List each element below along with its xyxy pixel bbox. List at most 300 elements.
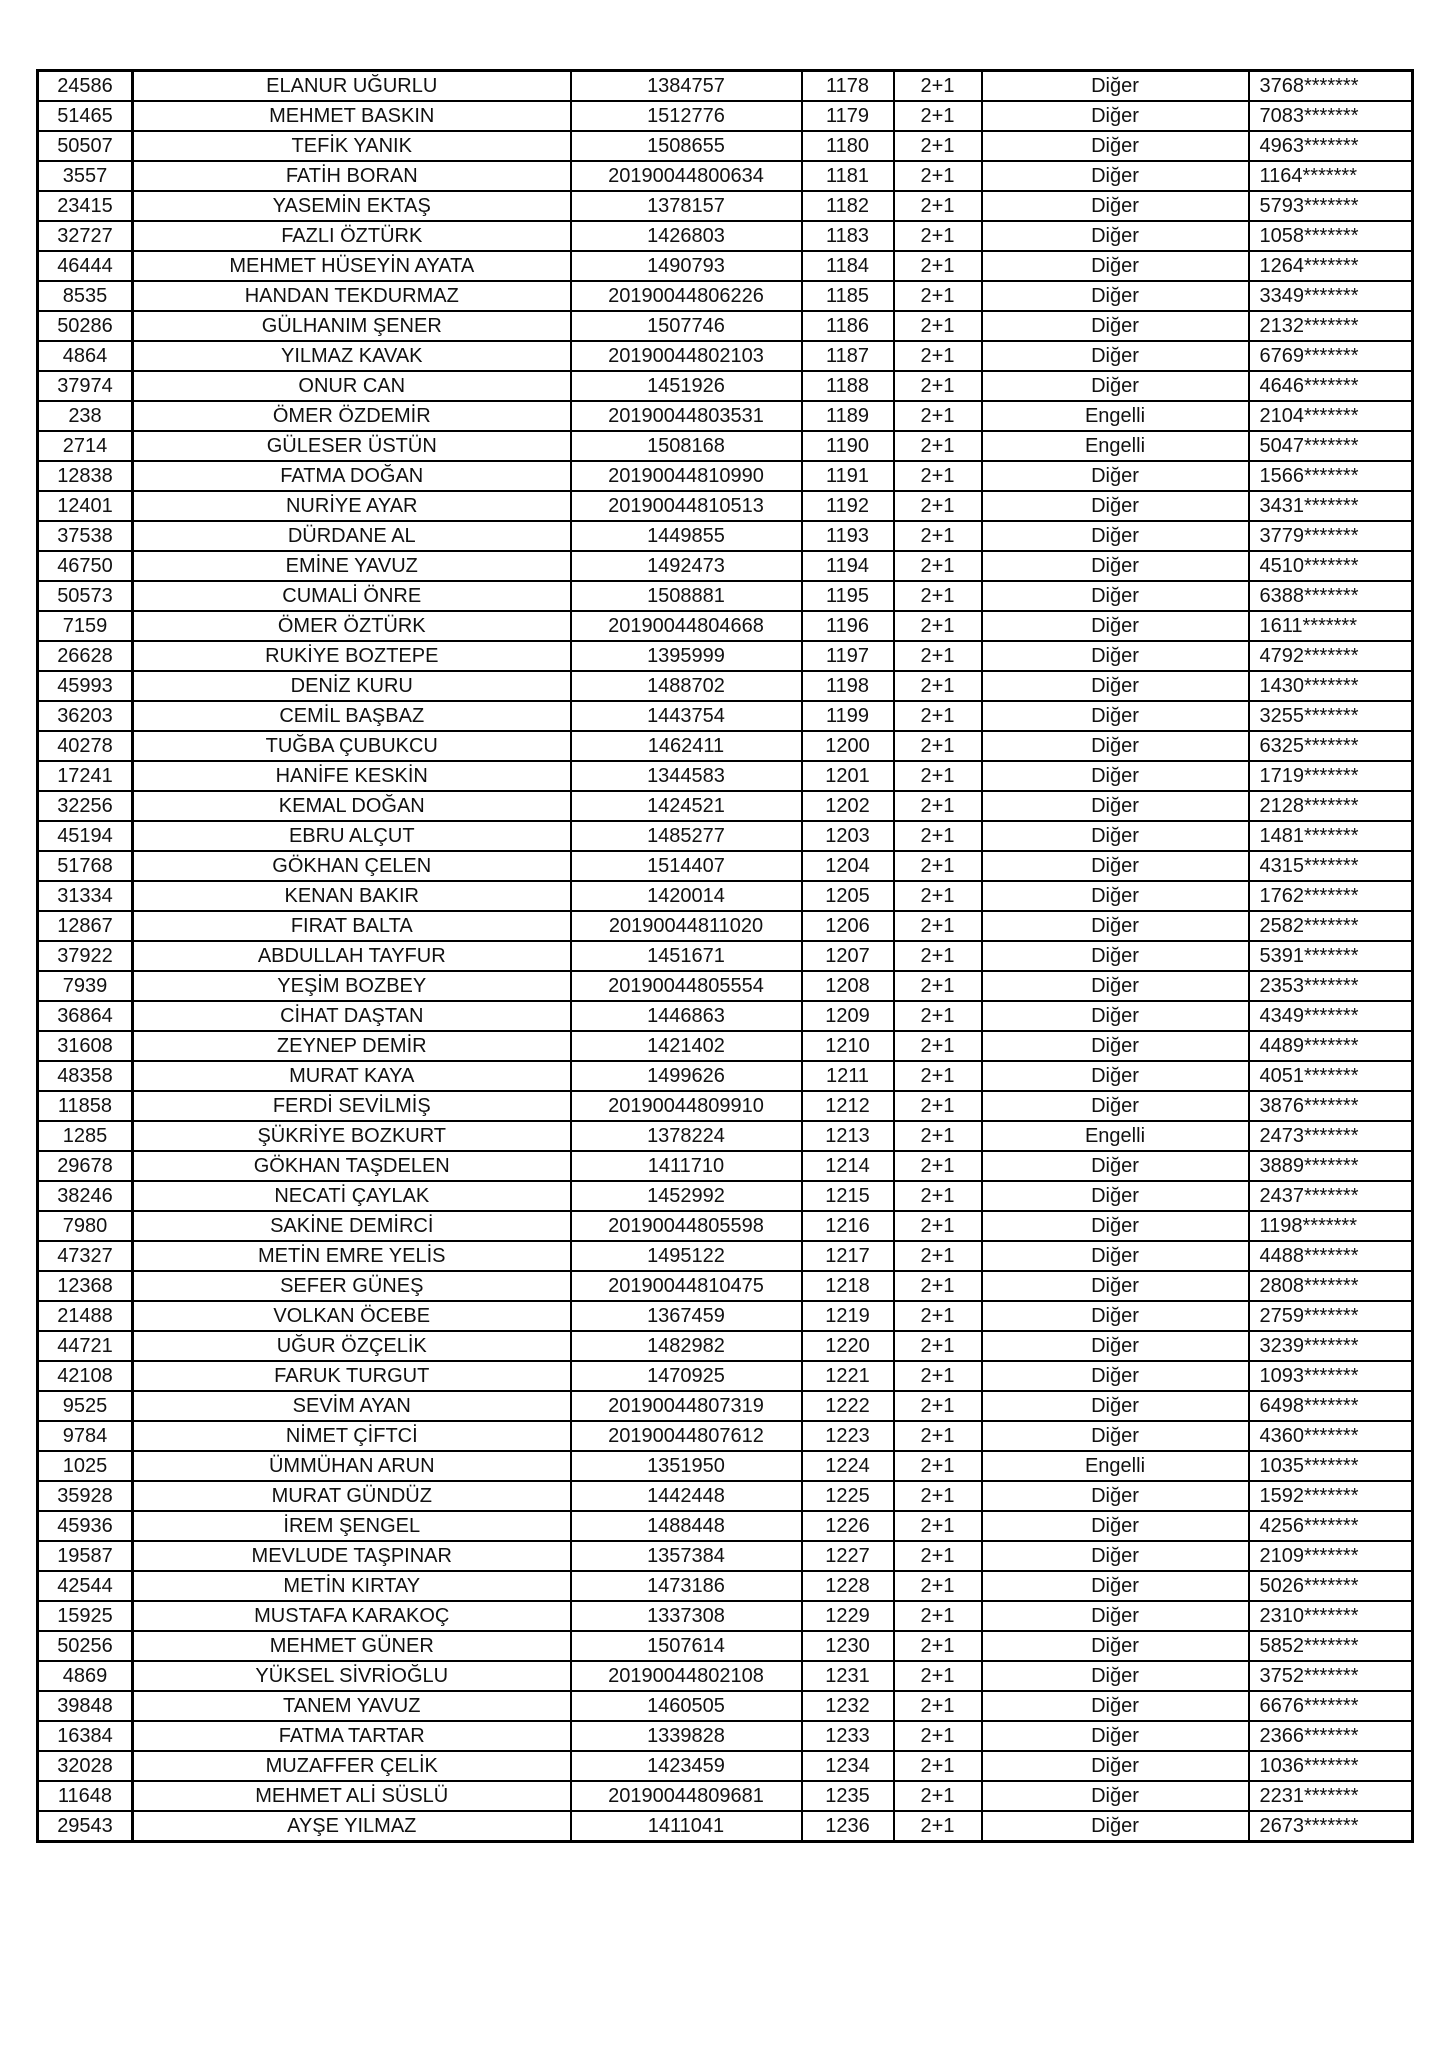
- cell-tc-kimlik: 2437*******: [1249, 1181, 1413, 1211]
- cell-basvuru-no: 1367459: [571, 1301, 802, 1331]
- cell-kategori: Diğer: [982, 1421, 1249, 1451]
- cell-kategori: Diğer: [982, 161, 1249, 191]
- cell-basvuru-no: 1411710: [571, 1151, 802, 1181]
- table-row: [38, 1121, 1413, 1151]
- cell-sira-no: 39848: [38, 1691, 133, 1721]
- cell-kura-sira: 1230: [802, 1631, 894, 1661]
- cell-kategori: Diğer: [982, 461, 1249, 491]
- cell-konut-tipi: 2+1: [894, 1061, 982, 1091]
- cell-konut-tipi: 2+1: [894, 701, 982, 731]
- cell-tc-kimlik: 1481*******: [1249, 821, 1413, 851]
- cell-ad-soyad: CİHAT DAŞTAN: [133, 1001, 571, 1031]
- cell-tc-kimlik: 1198*******: [1249, 1211, 1413, 1241]
- table-row: [38, 311, 1413, 341]
- table-row: [38, 1061, 1413, 1091]
- table-row: [38, 761, 1413, 791]
- cell-kategori: Diğer: [982, 881, 1249, 911]
- cell-sira-no: 44721: [38, 1331, 133, 1361]
- cell-konut-tipi: 2+1: [894, 971, 982, 1001]
- cell-sira-no: 4864: [38, 341, 133, 371]
- cell-kura-sira: 1180: [802, 131, 894, 161]
- cell-kategori: Diğer: [982, 1661, 1249, 1691]
- cell-konut-tipi: 2+1: [894, 791, 982, 821]
- table-row: [38, 1361, 1413, 1391]
- cell-basvuru-no: 20190044809681: [571, 1781, 802, 1811]
- cell-sira-no: 19587: [38, 1541, 133, 1571]
- cell-ad-soyad: FIRAT BALTA: [133, 911, 571, 941]
- cell-kategori: Diğer: [982, 1391, 1249, 1421]
- cell-kategori: Diğer: [982, 1001, 1249, 1031]
- cell-ad-soyad: SAKİNE DEMİRCİ: [133, 1211, 571, 1241]
- cell-konut-tipi: 2+1: [894, 1271, 982, 1301]
- cell-kategori: Diğer: [982, 1211, 1249, 1241]
- cell-ad-soyad: FARUK TURGUT: [133, 1361, 571, 1391]
- cell-sira-no: 36864: [38, 1001, 133, 1031]
- cell-tc-kimlik: 2473*******: [1249, 1121, 1413, 1151]
- table-row: [38, 1001, 1413, 1031]
- cell-kategori: Diğer: [982, 251, 1249, 281]
- table-row: [38, 671, 1413, 701]
- cell-kategori: Diğer: [982, 1631, 1249, 1661]
- cell-tc-kimlik: 2104*******: [1249, 401, 1413, 431]
- cell-konut-tipi: 2+1: [894, 311, 982, 341]
- cell-ad-soyad: MEHMET ALİ SÜSLÜ: [133, 1781, 571, 1811]
- cell-sira-no: 12838: [38, 461, 133, 491]
- cell-kategori: Diğer: [982, 821, 1249, 851]
- cell-kategori: Diğer: [982, 641, 1249, 671]
- cell-basvuru-no: 20190044803531: [571, 401, 802, 431]
- table-row: [38, 821, 1413, 851]
- cell-kategori: Diğer: [982, 851, 1249, 881]
- cell-ad-soyad: NİMET ÇİFTCİ: [133, 1421, 571, 1451]
- cell-kategori: Diğer: [982, 191, 1249, 221]
- cell-kura-sira: 1179: [802, 101, 894, 131]
- cell-ad-soyad: ÖMER ÖZTÜRK: [133, 611, 571, 641]
- cell-kategori: Diğer: [982, 521, 1249, 551]
- cell-tc-kimlik: 5047*******: [1249, 431, 1413, 461]
- cell-kategori: Diğer: [982, 1811, 1249, 1842]
- cell-sira-no: 37538: [38, 521, 133, 551]
- cell-tc-kimlik: 2759*******: [1249, 1301, 1413, 1331]
- cell-tc-kimlik: 3431*******: [1249, 491, 1413, 521]
- cell-konut-tipi: 2+1: [894, 1451, 982, 1481]
- cell-tc-kimlik: 5026*******: [1249, 1571, 1413, 1601]
- cell-konut-tipi: 2+1: [894, 1331, 982, 1361]
- cell-kura-sira: 1209: [802, 1001, 894, 1031]
- table-row: [38, 1091, 1413, 1121]
- cell-tc-kimlik: 2353*******: [1249, 971, 1413, 1001]
- cell-sira-no: 17241: [38, 761, 133, 791]
- cell-ad-soyad: EMİNE YAVUZ: [133, 551, 571, 581]
- cell-kura-sira: 1203: [802, 821, 894, 851]
- cell-konut-tipi: 2+1: [894, 1241, 982, 1271]
- cell-tc-kimlik: 4349*******: [1249, 1001, 1413, 1031]
- table-row: [38, 161, 1413, 191]
- cell-konut-tipi: 2+1: [894, 251, 982, 281]
- cell-basvuru-no: 1426803: [571, 221, 802, 251]
- table-row: [38, 911, 1413, 941]
- cell-kura-sira: 1178: [802, 71, 894, 102]
- cell-tc-kimlik: 6676*******: [1249, 1691, 1413, 1721]
- cell-basvuru-no: 1508168: [571, 431, 802, 461]
- cell-kura-sira: 1216: [802, 1211, 894, 1241]
- cell-sira-no: 51465: [38, 101, 133, 131]
- cell-tc-kimlik: 1164*******: [1249, 161, 1413, 191]
- cell-kategori: Engelli: [982, 1121, 1249, 1151]
- cell-konut-tipi: 2+1: [894, 1181, 982, 1211]
- table-row: [38, 431, 1413, 461]
- cell-kura-sira: 1185: [802, 281, 894, 311]
- cell-kura-sira: 1220: [802, 1331, 894, 1361]
- cell-konut-tipi: 2+1: [894, 1001, 982, 1031]
- table-row: [38, 551, 1413, 581]
- cell-ad-soyad: İREM ŞENGEL: [133, 1511, 571, 1541]
- cell-tc-kimlik: 4256*******: [1249, 1511, 1413, 1541]
- cell-ad-soyad: FERDİ SEVİLMİŞ: [133, 1091, 571, 1121]
- table-row: [38, 1421, 1413, 1451]
- table-row: [38, 731, 1413, 761]
- cell-basvuru-no: 1344583: [571, 761, 802, 791]
- table-row: [38, 1631, 1413, 1661]
- cell-tc-kimlik: 4792*******: [1249, 641, 1413, 671]
- cell-konut-tipi: 2+1: [894, 71, 982, 102]
- cell-basvuru-no: 1495122: [571, 1241, 802, 1271]
- cell-basvuru-no: 20190044800634: [571, 161, 802, 191]
- cell-kategori: Diğer: [982, 911, 1249, 941]
- cell-basvuru-no: 1451671: [571, 941, 802, 971]
- cell-konut-tipi: 2+1: [894, 1091, 982, 1121]
- cell-basvuru-no: 1339828: [571, 1721, 802, 1751]
- cell-basvuru-no: 20190044810513: [571, 491, 802, 521]
- cell-kategori: Diğer: [982, 551, 1249, 581]
- cell-kura-sira: 1181: [802, 161, 894, 191]
- cell-kura-sira: 1199: [802, 701, 894, 731]
- table-row: [38, 191, 1413, 221]
- cell-basvuru-no: 1395999: [571, 641, 802, 671]
- cell-kategori: Engelli: [982, 431, 1249, 461]
- cell-konut-tipi: 2+1: [894, 431, 982, 461]
- cell-tc-kimlik: 2673*******: [1249, 1811, 1413, 1842]
- cell-kura-sira: 1235: [802, 1781, 894, 1811]
- cell-sira-no: 1285: [38, 1121, 133, 1151]
- cell-kura-sira: 1236: [802, 1811, 894, 1842]
- table-row: [38, 1541, 1413, 1571]
- cell-konut-tipi: 2+1: [894, 491, 982, 521]
- cell-sira-no: 21488: [38, 1301, 133, 1331]
- cell-basvuru-no: 20190044810990: [571, 461, 802, 491]
- cell-sira-no: 29543: [38, 1811, 133, 1842]
- cell-kategori: Diğer: [982, 1241, 1249, 1271]
- cell-ad-soyad: DENİZ KURU: [133, 671, 571, 701]
- cell-kategori: Diğer: [982, 1031, 1249, 1061]
- table-row: [38, 1391, 1413, 1421]
- cell-sira-no: 42544: [38, 1571, 133, 1601]
- cell-konut-tipi: 2+1: [894, 1511, 982, 1541]
- cell-basvuru-no: 1512776: [571, 101, 802, 131]
- cell-ad-soyad: TUĞBA ÇUBUKCU: [133, 731, 571, 761]
- table-row: [38, 701, 1413, 731]
- cell-ad-soyad: SEFER GÜNEŞ: [133, 1271, 571, 1301]
- cell-ad-soyad: YILMAZ KAVAK: [133, 341, 571, 371]
- cell-kategori: Diğer: [982, 581, 1249, 611]
- cell-ad-soyad: UĞUR ÖZÇELİK: [133, 1331, 571, 1361]
- cell-kategori: Diğer: [982, 1061, 1249, 1091]
- cell-sira-no: 40278: [38, 731, 133, 761]
- cell-basvuru-no: 1378224: [571, 1121, 802, 1151]
- cell-sira-no: 35928: [38, 1481, 133, 1511]
- cell-konut-tipi: 2+1: [894, 1301, 982, 1331]
- cell-kategori: Diğer: [982, 1751, 1249, 1781]
- cell-tc-kimlik: 4510*******: [1249, 551, 1413, 581]
- table-row: [38, 1811, 1413, 1842]
- cell-konut-tipi: 2+1: [894, 881, 982, 911]
- table-row: [38, 1481, 1413, 1511]
- cell-tc-kimlik: 1762*******: [1249, 881, 1413, 911]
- cell-ad-soyad: MEHMET HÜSEYİN AYATA: [133, 251, 571, 281]
- cell-kategori: Diğer: [982, 71, 1249, 102]
- table-row: [38, 221, 1413, 251]
- cell-tc-kimlik: 4963*******: [1249, 131, 1413, 161]
- cell-ad-soyad: ZEYNEP DEMİR: [133, 1031, 571, 1061]
- cell-tc-kimlik: 1430*******: [1249, 671, 1413, 701]
- cell-basvuru-no: 20190044805598: [571, 1211, 802, 1241]
- cell-kategori: Diğer: [982, 1511, 1249, 1541]
- cell-sira-no: 7939: [38, 971, 133, 1001]
- cell-ad-soyad: ELANUR UĞURLU: [133, 71, 571, 102]
- cell-sira-no: 11858: [38, 1091, 133, 1121]
- cell-kura-sira: 1224: [802, 1451, 894, 1481]
- cell-konut-tipi: 2+1: [894, 611, 982, 641]
- cell-tc-kimlik: 1035*******: [1249, 1451, 1413, 1481]
- cell-tc-kimlik: 4646*******: [1249, 371, 1413, 401]
- table-row: [38, 1571, 1413, 1601]
- cell-kura-sira: 1211: [802, 1061, 894, 1091]
- cell-konut-tipi: 2+1: [894, 761, 982, 791]
- cell-sira-no: 8535: [38, 281, 133, 311]
- cell-kategori: Diğer: [982, 131, 1249, 161]
- cell-kura-sira: 1183: [802, 221, 894, 251]
- cell-sira-no: 46444: [38, 251, 133, 281]
- cell-kura-sira: 1201: [802, 761, 894, 791]
- cell-ad-soyad: TEFİK YANIK: [133, 131, 571, 161]
- table-row: [38, 1721, 1413, 1751]
- cell-kategori: Diğer: [982, 491, 1249, 521]
- cell-sira-no: 32727: [38, 221, 133, 251]
- cell-sira-no: 32028: [38, 1751, 133, 1781]
- cell-konut-tipi: 2+1: [894, 851, 982, 881]
- cell-kura-sira: 1226: [802, 1511, 894, 1541]
- cell-sira-no: 45194: [38, 821, 133, 851]
- cell-ad-soyad: MUSTAFA KARAKOÇ: [133, 1601, 571, 1631]
- cell-konut-tipi: 2+1: [894, 101, 982, 131]
- cell-sira-no: 3557: [38, 161, 133, 191]
- cell-ad-soyad: METİN KIRTAY: [133, 1571, 571, 1601]
- cell-sira-no: 37974: [38, 371, 133, 401]
- cell-tc-kimlik: 1093*******: [1249, 1361, 1413, 1391]
- cell-basvuru-no: 1378157: [571, 191, 802, 221]
- table-row: [38, 1241, 1413, 1271]
- cell-kura-sira: 1232: [802, 1691, 894, 1721]
- cell-kura-sira: 1194: [802, 551, 894, 581]
- cell-kategori: Diğer: [982, 761, 1249, 791]
- cell-sira-no: 42108: [38, 1361, 133, 1391]
- cell-basvuru-no: 1449855: [571, 521, 802, 551]
- table-row: [38, 581, 1413, 611]
- cell-ad-soyad: METİN EMRE YELİS: [133, 1241, 571, 1271]
- cell-konut-tipi: 2+1: [894, 161, 982, 191]
- cell-basvuru-no: 20190044807319: [571, 1391, 802, 1421]
- cell-kura-sira: 1191: [802, 461, 894, 491]
- cell-ad-soyad: NECATİ ÇAYLAK: [133, 1181, 571, 1211]
- cell-ad-soyad: VOLKAN ÖCEBE: [133, 1301, 571, 1331]
- cell-kura-sira: 1205: [802, 881, 894, 911]
- cell-kura-sira: 1204: [802, 851, 894, 881]
- cell-basvuru-no: 1499626: [571, 1061, 802, 1091]
- cell-sira-no: 7980: [38, 1211, 133, 1241]
- cell-basvuru-no: 1488448: [571, 1511, 802, 1541]
- cell-sira-no: 2714: [38, 431, 133, 461]
- cell-ad-soyad: SEVİM AYAN: [133, 1391, 571, 1421]
- cell-konut-tipi: 2+1: [894, 671, 982, 701]
- cell-basvuru-no: 20190044802108: [571, 1661, 802, 1691]
- table-row: [38, 101, 1413, 131]
- cell-sira-no: 46750: [38, 551, 133, 581]
- cell-kategori: Diğer: [982, 1331, 1249, 1361]
- cell-sira-no: 31334: [38, 881, 133, 911]
- table-row: [38, 1271, 1413, 1301]
- cell-kura-sira: 1193: [802, 521, 894, 551]
- cell-tc-kimlik: 1611*******: [1249, 611, 1413, 641]
- cell-basvuru-no: 1490793: [571, 251, 802, 281]
- table-row: [38, 1331, 1413, 1361]
- table-row: [38, 71, 1413, 102]
- cell-kura-sira: 1188: [802, 371, 894, 401]
- cell-konut-tipi: 2+1: [894, 1661, 982, 1691]
- table-row: [38, 1511, 1413, 1541]
- cell-basvuru-no: 1337308: [571, 1601, 802, 1631]
- cell-ad-soyad: YASEMİN EKTAŞ: [133, 191, 571, 221]
- cell-kura-sira: 1186: [802, 311, 894, 341]
- cell-ad-soyad: MEHMET GÜNER: [133, 1631, 571, 1661]
- cell-ad-soyad: MURAT KAYA: [133, 1061, 571, 1091]
- cell-tc-kimlik: 2366*******: [1249, 1721, 1413, 1751]
- table-row: [38, 281, 1413, 311]
- cell-tc-kimlik: 3752*******: [1249, 1661, 1413, 1691]
- cell-basvuru-no: 1420014: [571, 881, 802, 911]
- cell-ad-soyad: CEMİL BAŞBAZ: [133, 701, 571, 731]
- cell-konut-tipi: 2+1: [894, 641, 982, 671]
- cell-konut-tipi: 2+1: [894, 731, 982, 761]
- cell-kura-sira: 1222: [802, 1391, 894, 1421]
- cell-tc-kimlik: 3876*******: [1249, 1091, 1413, 1121]
- cell-konut-tipi: 2+1: [894, 1031, 982, 1061]
- cell-kura-sira: 1213: [802, 1121, 894, 1151]
- cell-ad-soyad: RUKİYE BOZTEPE: [133, 641, 571, 671]
- cell-basvuru-no: 20190044809910: [571, 1091, 802, 1121]
- cell-kategori: Diğer: [982, 101, 1249, 131]
- cell-kura-sira: 1202: [802, 791, 894, 821]
- cell-basvuru-no: 20190044811020: [571, 911, 802, 941]
- cell-kura-sira: 1214: [802, 1151, 894, 1181]
- cell-tc-kimlik: 2582*******: [1249, 911, 1413, 941]
- cell-kura-sira: 1182: [802, 191, 894, 221]
- cell-sira-no: 9784: [38, 1421, 133, 1451]
- cell-basvuru-no: 1492473: [571, 551, 802, 581]
- cell-konut-tipi: 2+1: [894, 1391, 982, 1421]
- cell-tc-kimlik: 4488*******: [1249, 1241, 1413, 1271]
- cell-kura-sira: 1212: [802, 1091, 894, 1121]
- cell-sira-no: 238: [38, 401, 133, 431]
- cell-basvuru-no: 1357384: [571, 1541, 802, 1571]
- cell-konut-tipi: 2+1: [894, 1811, 982, 1842]
- cell-kura-sira: 1206: [802, 911, 894, 941]
- cell-ad-soyad: DÜRDANE AL: [133, 521, 571, 551]
- cell-basvuru-no: 1482982: [571, 1331, 802, 1361]
- cell-tc-kimlik: 1036*******: [1249, 1751, 1413, 1781]
- cell-kategori: Diğer: [982, 341, 1249, 371]
- cell-tc-kimlik: 2132*******: [1249, 311, 1413, 341]
- cell-basvuru-no: 1452992: [571, 1181, 802, 1211]
- cell-konut-tipi: 2+1: [894, 1631, 982, 1661]
- cell-kategori: Diğer: [982, 281, 1249, 311]
- cell-sira-no: 12368: [38, 1271, 133, 1301]
- cell-kura-sira: 1231: [802, 1661, 894, 1691]
- cell-konut-tipi: 2+1: [894, 221, 982, 251]
- cell-ad-soyad: GÜLESER ÜSTÜN: [133, 431, 571, 461]
- cell-kategori: Diğer: [982, 941, 1249, 971]
- cell-sira-no: 47327: [38, 1241, 133, 1271]
- table-row: [38, 1781, 1413, 1811]
- cell-konut-tipi: 2+1: [894, 341, 982, 371]
- cell-kategori: Diğer: [982, 1301, 1249, 1331]
- cell-tc-kimlik: 5852*******: [1249, 1631, 1413, 1661]
- cell-kura-sira: 1219: [802, 1301, 894, 1331]
- table-row: [38, 131, 1413, 161]
- cell-sira-no: 23415: [38, 191, 133, 221]
- cell-konut-tipi: 2+1: [894, 1121, 982, 1151]
- cell-ad-soyad: YÜKSEL SİVRİOĞLU: [133, 1661, 571, 1691]
- cell-basvuru-no: 20190044810475: [571, 1271, 802, 1301]
- cell-kura-sira: 1196: [802, 611, 894, 641]
- cell-tc-kimlik: 2109*******: [1249, 1541, 1413, 1571]
- cell-konut-tipi: 2+1: [894, 1421, 982, 1451]
- cell-basvuru-no: 1488702: [571, 671, 802, 701]
- cell-sira-no: 50256: [38, 1631, 133, 1661]
- cell-konut-tipi: 2+1: [894, 281, 982, 311]
- cell-sira-no: 36203: [38, 701, 133, 731]
- cell-basvuru-no: 20190044806226: [571, 281, 802, 311]
- cell-kategori: Diğer: [982, 371, 1249, 401]
- cell-kura-sira: 1190: [802, 431, 894, 461]
- cell-tc-kimlik: 6498*******: [1249, 1391, 1413, 1421]
- cell-konut-tipi: 2+1: [894, 1721, 982, 1751]
- cell-tc-kimlik: 3768*******: [1249, 71, 1413, 102]
- cell-kura-sira: 1227: [802, 1541, 894, 1571]
- cell-tc-kimlik: 3255*******: [1249, 701, 1413, 731]
- cell-kura-sira: 1225: [802, 1481, 894, 1511]
- cell-ad-soyad: AYŞE YILMAZ: [133, 1811, 571, 1842]
- cell-kategori: Engelli: [982, 401, 1249, 431]
- cell-ad-soyad: GÜLHANIM ŞENER: [133, 311, 571, 341]
- cell-sira-no: 1025: [38, 1451, 133, 1481]
- cell-konut-tipi: 2+1: [894, 1691, 982, 1721]
- cell-konut-tipi: 2+1: [894, 581, 982, 611]
- cell-tc-kimlik: 5793*******: [1249, 191, 1413, 221]
- table-row: [38, 881, 1413, 911]
- table-row: [38, 401, 1413, 431]
- cell-konut-tipi: 2+1: [894, 401, 982, 431]
- table-row: [38, 1691, 1413, 1721]
